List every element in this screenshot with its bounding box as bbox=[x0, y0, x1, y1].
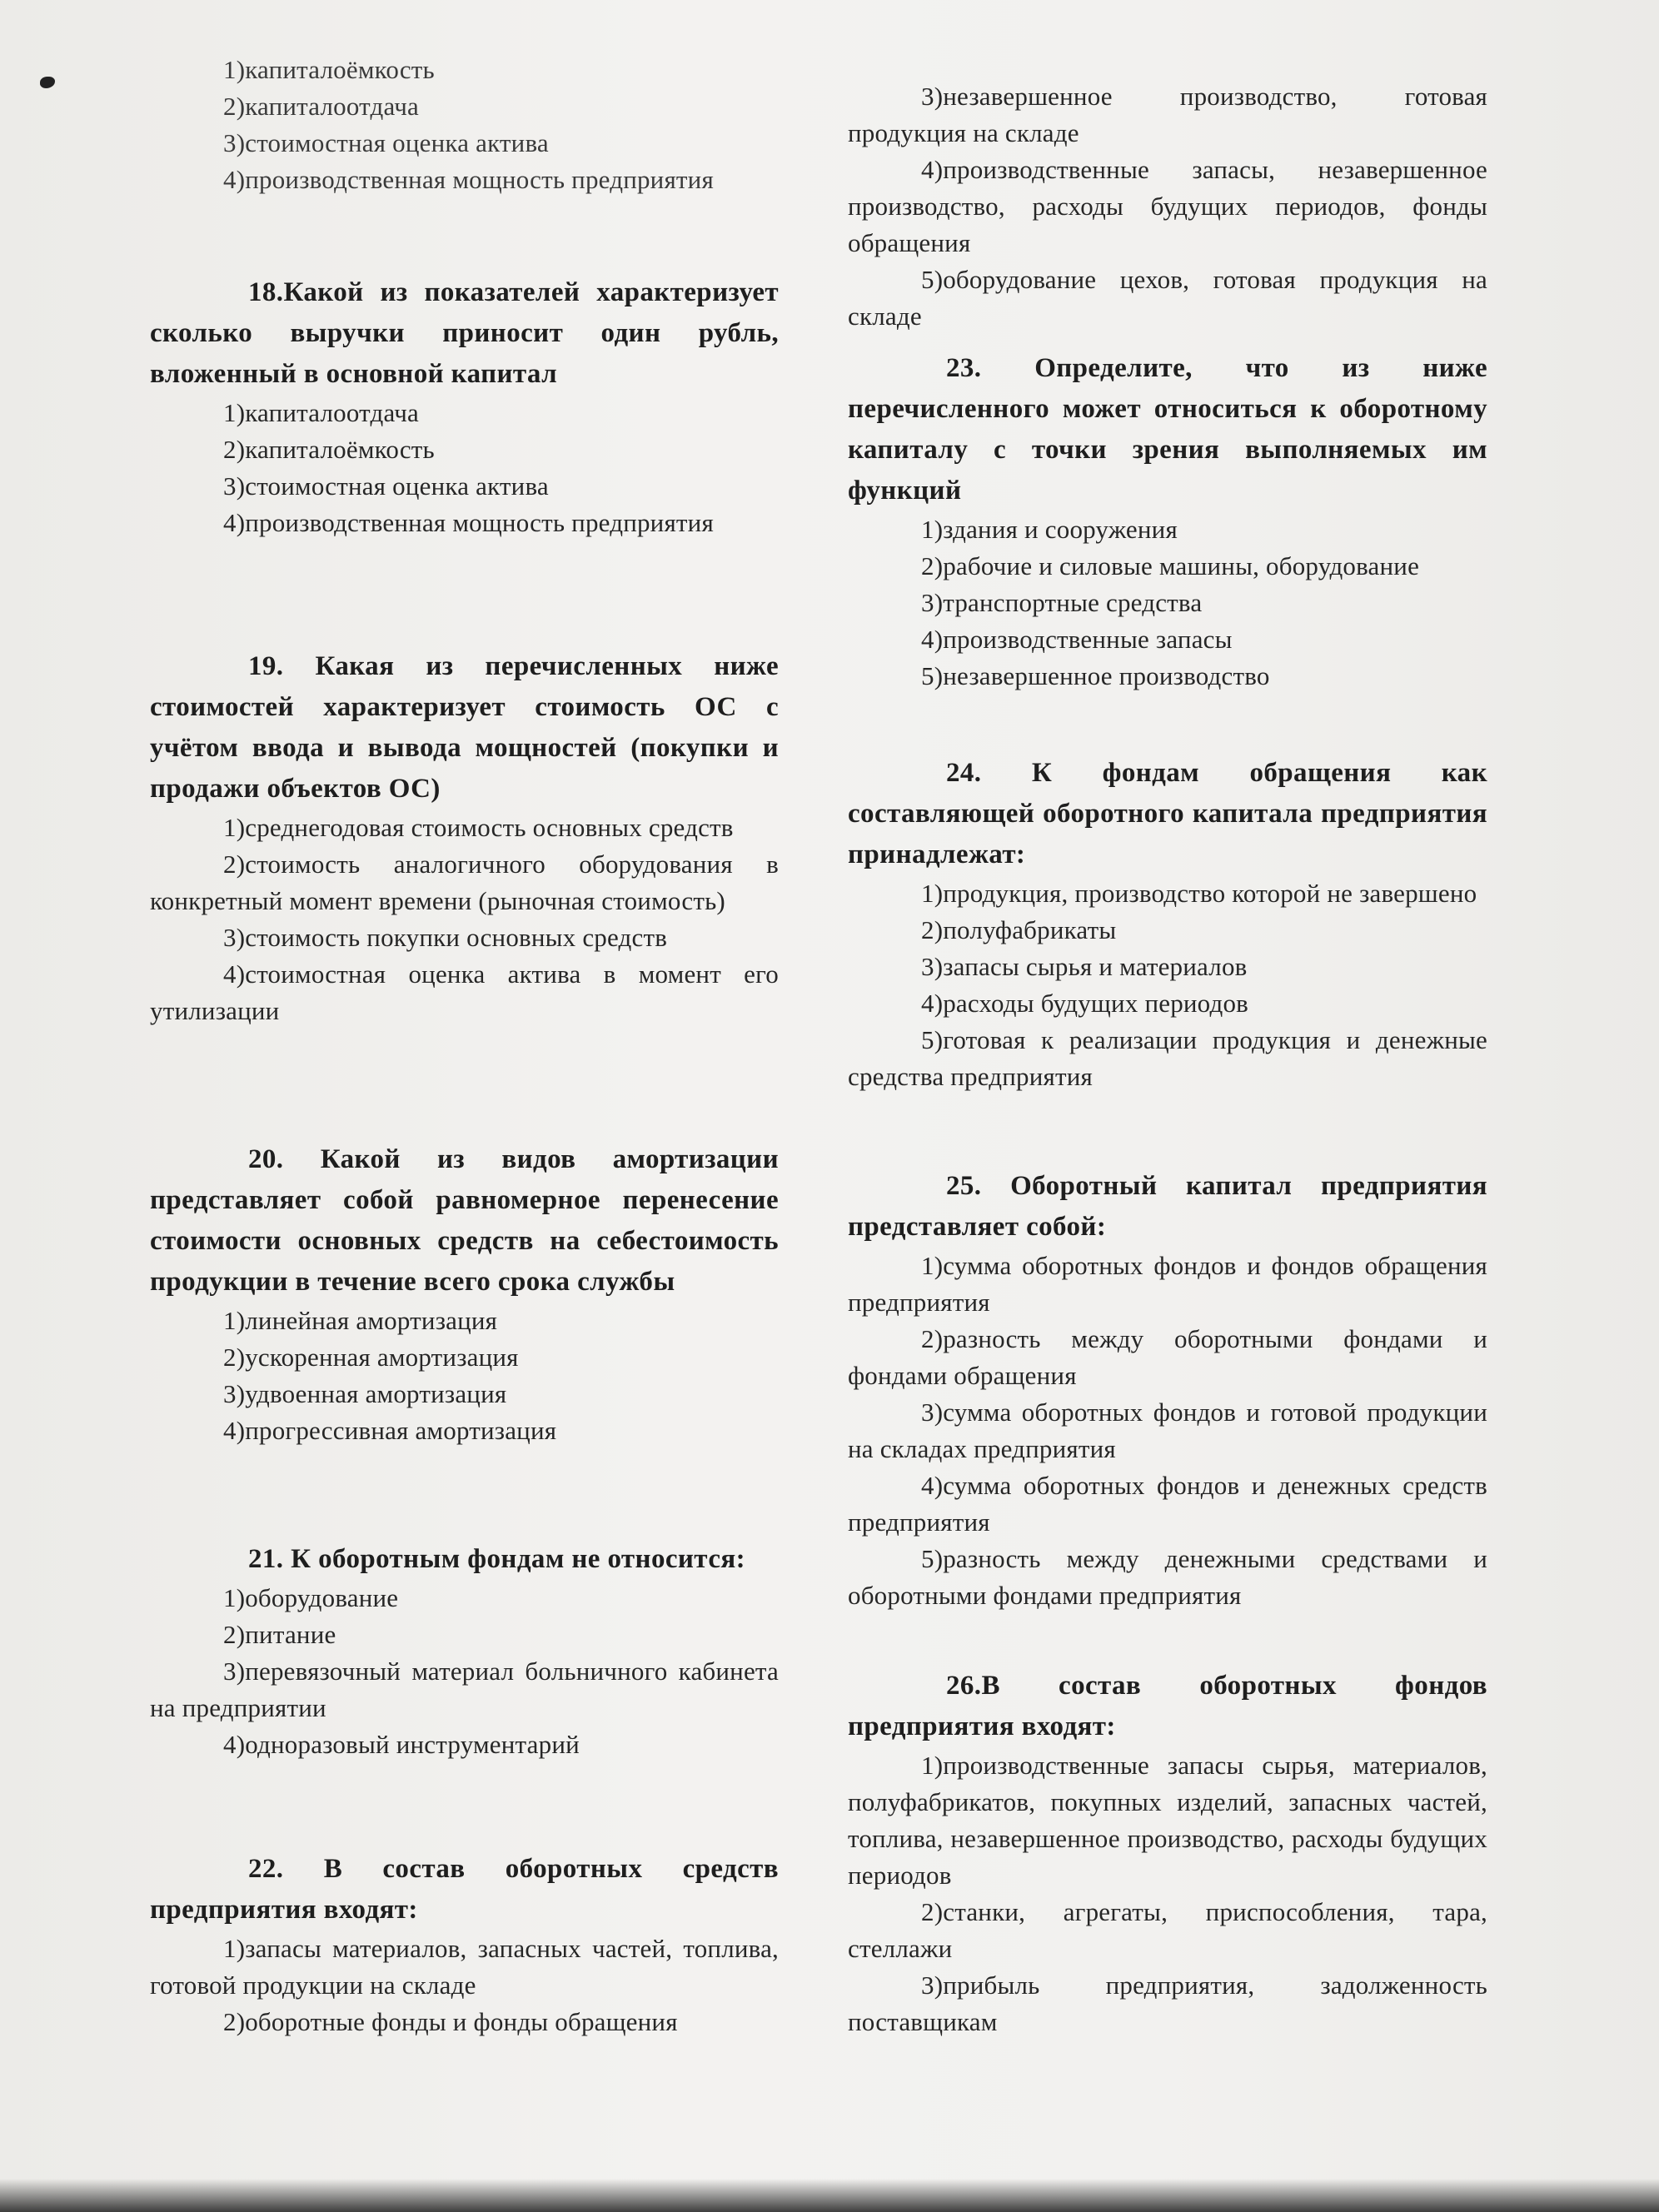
option: 3)сумма оборотных фондов и готовой продукции на складах предприятия bbox=[848, 1397, 1487, 1463]
ink-speck bbox=[40, 77, 55, 88]
question-18 bbox=[150, 272, 779, 541]
option: 1)запасы материалов, запасных частей, топлива, готовой продукции на складе bbox=[150, 1934, 779, 2000]
option: 1)производственные запасы сырья, материалов, полуфабрикатов, покупных изделий, запасных частей, топлива, незавершенное производство, расходы будущих периодов bbox=[848, 1751, 1487, 1890]
option: 2)рабочие и силовые машины, оборудование bbox=[921, 551, 1420, 580]
option: 3)транспортные средства bbox=[921, 588, 1203, 617]
question-24 bbox=[848, 753, 1487, 1095]
question-title: 20. Какой из видов амортизации представляет собой равномерное перенесение стоимости основных средств на себестоимость продукции в течение всего срока службы bbox=[150, 1144, 779, 1297]
question-title: 24. К фондам обращения как составляющей оборотного капитала предприятия принадлежат: bbox=[848, 758, 1487, 869]
question-title: 19. Какая из перечисленных ниже стоимостей характеризует стоимость ОС с учётом ввода и вывода мощностей (покупки и продажи объектов ОС) bbox=[150, 651, 779, 804]
question-22-continued bbox=[848, 78, 1487, 335]
option: 3)стоимостная оценка актива bbox=[223, 471, 549, 501]
question-20 bbox=[150, 1139, 779, 1449]
option: 3)стоимость покупки основных средств bbox=[223, 923, 668, 952]
option: 1)оборудование bbox=[223, 1583, 399, 1612]
option: 4)прогрессивная амортизация bbox=[223, 1416, 557, 1445]
option: 4)производственная мощность предприятия bbox=[223, 165, 714, 194]
option: 1)капиталоотдача bbox=[223, 398, 419, 427]
option: 2)оборотные фонды и фонды обращения bbox=[223, 2007, 678, 2036]
option: 2)разность между оборотными фондами и фондами обращения bbox=[848, 1324, 1487, 1390]
option: 2)стоимость аналогичного оборудования в конкретный момент времени (рыночная стоимость) bbox=[150, 849, 779, 915]
question-title: 26.В состав оборотных фондов предприятия входят: bbox=[848, 1671, 1487, 1741]
question-title: 23. Определите, что из ниже перечисленного может относиться к оборотному капиталу с точки зрения выполняемых им функций bbox=[848, 353, 1487, 506]
option: 5)разность между денежными средствами и оборотными фондами предприятия bbox=[848, 1544, 1487, 1610]
option: 4)расходы будущих периодов bbox=[921, 989, 1248, 1018]
option: 3)прибыль предприятия, задолженность поставщикам bbox=[848, 1970, 1487, 2036]
question-title: 22. В состав оборотных средств предприятия входят: bbox=[150, 1854, 779, 1925]
option: 1)линейная амортизация bbox=[223, 1306, 498, 1335]
option: 1)сумма оборотных фондов и фондов обращения предприятия bbox=[848, 1251, 1487, 1317]
option: 3)стоимостная оценка актива bbox=[223, 128, 549, 157]
question-23 bbox=[848, 348, 1487, 695]
option: 4)производственные запасы bbox=[921, 625, 1233, 654]
question-25 bbox=[848, 1166, 1487, 1614]
option: 2)станки, агрегаты, приспособления, тара, стеллажи bbox=[848, 1897, 1487, 1963]
question-21 bbox=[150, 1539, 779, 1763]
scan-edge-shadow bbox=[0, 2179, 1659, 2212]
option: 2)полуфабрикаты bbox=[921, 915, 1117, 944]
option: 4)производственная мощность предприятия bbox=[223, 508, 714, 537]
question-fragment bbox=[150, 52, 779, 198]
option: 5)готовая к реализации продукция и денежные средства предприятия bbox=[848, 1025, 1487, 1091]
question-title: 25. Оборотный капитал предприятия представляет собой: bbox=[848, 1171, 1487, 1242]
option: 4)стоимостная оценка актива в момент его утилизации bbox=[150, 959, 779, 1025]
option: 1)капиталоёмкость bbox=[223, 55, 435, 84]
option: 3)удвоенная амортизация bbox=[223, 1379, 507, 1408]
question-19 bbox=[150, 646, 779, 1029]
option: 5)оборудование цехов, готовая продукция на складе bbox=[848, 265, 1487, 331]
option: 3)запасы сырья и материалов bbox=[921, 952, 1248, 981]
question-title: 21. К оборотным фондам не относится: bbox=[248, 1544, 746, 1574]
question-22 bbox=[150, 1849, 779, 2040]
option: 2)капиталоёмкость bbox=[223, 435, 435, 464]
option: 5)незавершенное производство bbox=[921, 661, 1270, 690]
option: 1)здания и сооружения bbox=[921, 515, 1178, 544]
option: 1)среднегодовая стоимость основных средств bbox=[223, 813, 734, 842]
question-26 bbox=[848, 1666, 1487, 2040]
option: 2)ускоренная амортизация bbox=[223, 1343, 519, 1372]
option: 2)питание bbox=[223, 1620, 336, 1649]
option: 3)перевязочный материал больничного кабинета на предприятии bbox=[150, 1657, 779, 1722]
option: 4)одноразовый инструментарий bbox=[223, 1730, 580, 1759]
option: 4)сумма оборотных фондов и денежных средств предприятия bbox=[848, 1471, 1487, 1537]
option: 3)незавершенное производство, готовая продукция на складе bbox=[848, 82, 1487, 147]
option: 1)продукция, производство которой не завершено bbox=[921, 879, 1477, 908]
question-title: 18.Какой из показателей характеризует сколько выручки приносит один рубль, вложенный в основной капитал bbox=[150, 277, 779, 389]
option: 4)производственные запасы, незавершенное производство, расходы будущих периодов, фонды обращения bbox=[848, 155, 1487, 257]
option: 2)капиталоотдача bbox=[223, 92, 419, 121]
